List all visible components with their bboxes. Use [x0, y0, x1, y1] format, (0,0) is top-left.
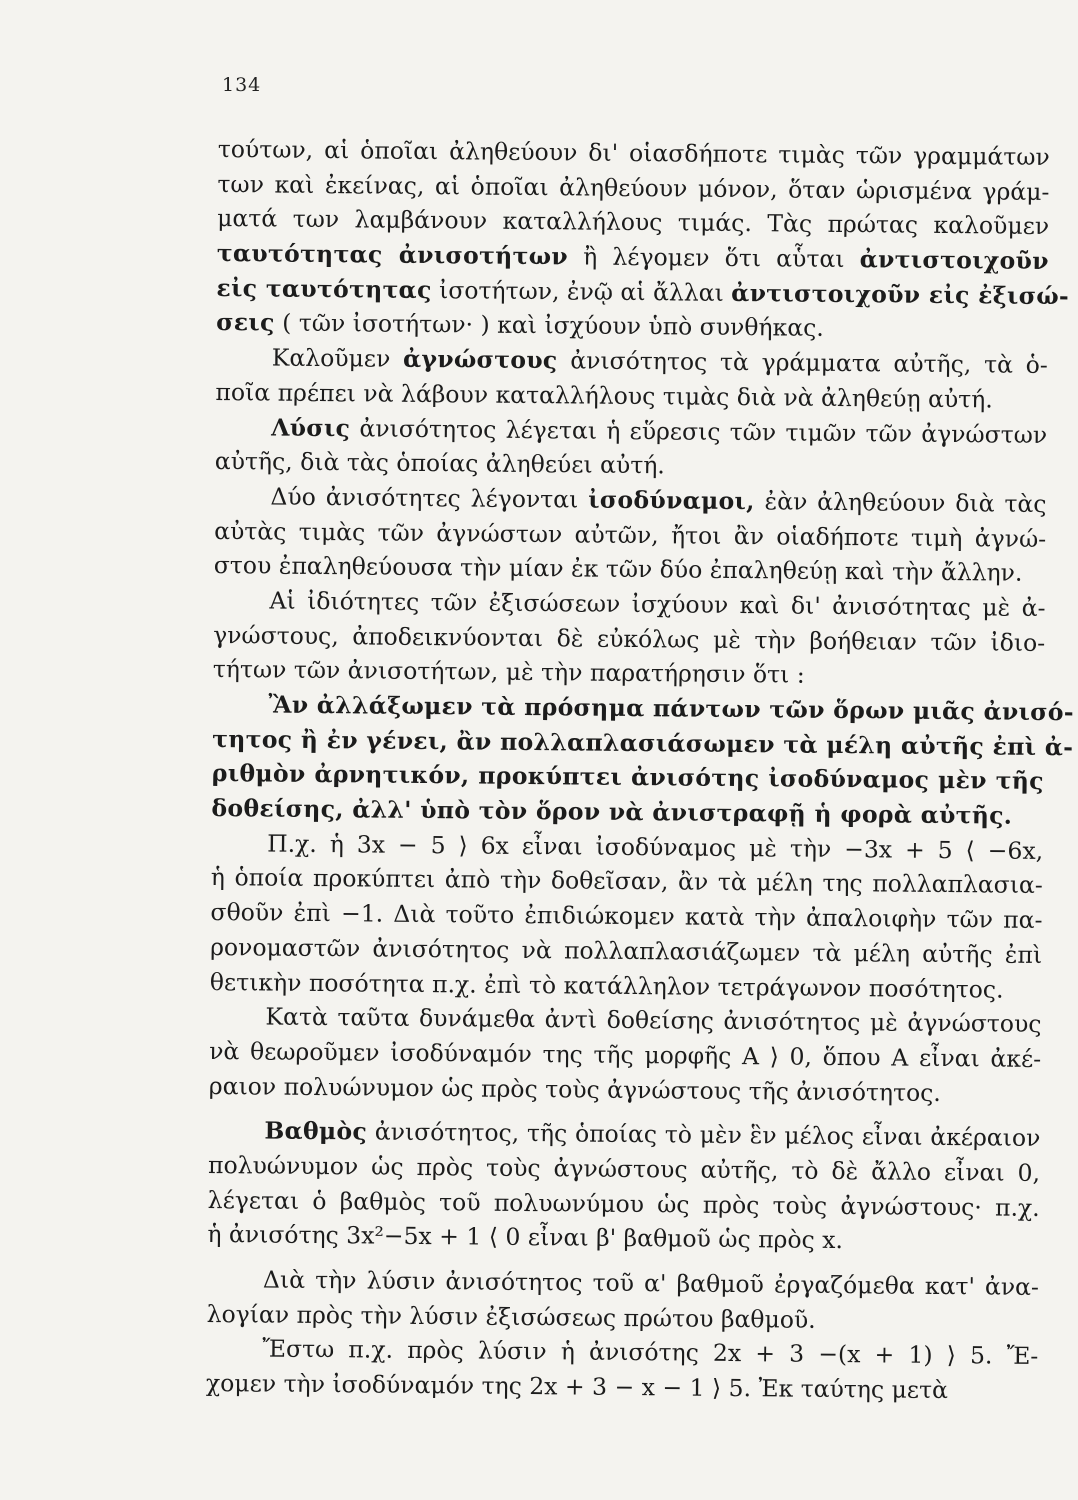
bold-term: δοθείσης, ἀλλ' ὑπὸ τὸν ὅρον νὰ ἀνιστραφῇ ἡ φορὰ αὐτῆς. [211, 794, 1013, 830]
bold-term: ἀντιστοιχοῦν [859, 245, 1049, 276]
text-line [206, 1366, 1038, 1409]
text-run: θετικὴν ποσότητα π.χ. ἐπὶ τὸ κατάλληλον τετράγωνον ποσότητος. [209, 967, 1004, 1004]
text-run: ἰσοτήτων, ἐνῷ αἱ ἄλλαι [431, 275, 732, 307]
text-run: λέγεται ὁ βαθμὸς τοῦ πολυωνύμου ὡς πρὸς τοὺς ἀγνώστους· π.χ. [207, 1185, 1040, 1222]
text-body [205, 132, 1074, 1409]
text-run: τούτων, αἱ ὁποῖαι ἀληθεύουν δι' οἱασδήποτε τιμὰς τῶν γραμμάτων [217, 134, 1050, 171]
bold-term: ἰσοδύναμοι, [588, 485, 755, 516]
text-run: ρονομαστῶν ἀνισότητος νὰ πολλαπλασιάζωμεν τὰ μέλη αὐτῆς ἐπὶ [210, 932, 1043, 969]
text-run: στου ἐπαληθεύουσα τὴν μίαν ἐκ τῶν δύο ἐπαληθεύῃ καὶ τὴν ἄλλην. [213, 551, 1023, 587]
bold-term: ταυτότητας ἀνισοτήτων [216, 239, 569, 271]
text-run: ἡ ἀνισότης 3x²−5x + 1 ⟨ 0 εἶναι β' βαθμοῦ ὡς πρὸς x. [207, 1220, 844, 1255]
text-run: ἀνισότητος, τῆς ὁποίας τὸ μὲν ἓν μέλος εἶναι ἀκέραιον [366, 1117, 1041, 1153]
text-run: σθοῦν ἐπὶ −1. Διὰ τοῦτο ἐπιδιώκομεν κατὰ τὴν ἀπαλοιφὴν τῶν πα- [210, 898, 1043, 935]
text-run: Διὰ τὴν λύσιν ἀνισότητος τοῦ α' βαθμοῦ ἐργαζόμεθα κατ' ἀνα- [262, 1265, 1040, 1301]
text-run: νὰ θεωροῦμεν ἰσοδύναμόν της τῆς μορφῆς Α ⟩ 0, ὅπου Α εἶναι ἀκέ- [209, 1036, 1042, 1073]
bold-term: Ἂν ἀλλάξωμεν τὰ πρόσημα πάντων τῶν ὅρων μιᾶς ἀνισό- [268, 690, 1074, 727]
bold-term: ἀντιστοιχοῦν εἰς ἐξισώ- [731, 278, 1070, 310]
text-run: ἀνισότητος λέγεται ἡ εὕρεσις τῶν τιμῶν τῶν ἀγνώστων [350, 413, 1048, 449]
text-run: ἢ λέγομεν ὅτι αὗται [567, 242, 860, 274]
text-run: χομεν τὴν ἰσοδύναμόν της 2x + 3 − x − 1 ⟩ 5. Ἐκ ταύτης μετὰ [205, 1369, 949, 1405]
bold-term: Λύσις [271, 413, 351, 442]
text-run: Π.χ. ἡ 3x − 5 ⟩ 6x εἶναι ἰσοδύναμος μὲ τὴν −3x + 5 ⟨ −6x, [267, 829, 1044, 865]
page-number: 134 [222, 74, 262, 96]
text-run: γνώστους, ἀποδεικνύονται δὲ εὐκόλως μὲ τὴν βοήθειαν τῶν ἰδιο- [213, 620, 1046, 657]
text-run: Αἱ ἰδιότητες τῶν ἐξισώσεων ἰσχύουν καὶ δι' ἀνισότητας μὲ ἀ- [269, 586, 1046, 622]
text-run: πολυώνυμον ὡς πρὸς τοὺς ἀγνώστους αὐτῆς, τὸ δὲ ἄλλο εἶναι 0, [207, 1150, 1041, 1187]
bold-term: Βαθμὸς [264, 1116, 368, 1146]
text-run: ματά των λαμβάνουν καταλλήλους τιμάς. Τὰς πρώτας καλοῦμεν [217, 204, 1050, 241]
text-run: ἀνισότητος τὰ γράμματα αὐτῆς, τὰ ὁ- [557, 346, 1048, 380]
text-run: ραιον πολυώνυμον ὡς πρὸς τοὺς ἀγνώστους τῆς ἀνισότητος. [208, 1071, 941, 1107]
bold-term: σεις [216, 308, 275, 337]
text-run: των καὶ ἐκείνας, αἱ ὁποῖαι ἀληθεύουν μόνον, ὅταν ὡρισμένα γράμ- [217, 169, 1050, 206]
text-run: Καλοῦμεν [271, 343, 404, 373]
text-run: ἡ ὁποία προκύπτει ἀπὸ τὴν δοθεῖσαν, ἂν τὰ μέλη της πολλαπλασια- [210, 863, 1043, 900]
bold-term: ριθμὸν ἀρνητικόν, προκύπτει ἀνισότης ἰσοδύναμος μὲν τῆς [211, 759, 1044, 796]
text-run: ἐὰν ἀληθεύουν διὰ τὰς [754, 487, 1047, 518]
bold-term: εἰς ταυτότητας [216, 273, 432, 304]
bold-term: τητος ἢ ἐν γένει, ἂν πολλαπλασιάσωμεν τὰ μέλη αὐτῆς ἐπὶ ἀ- [212, 724, 1074, 761]
text-run: Ἔστω π.χ. πρὸς λύσιν ἡ ἀνισότης 2x + 3 −(x + 1) ⟩ 5. Ἔ- [262, 1334, 1039, 1371]
text-run: Κατὰ ταῦτα δυνάμεθα ἀντὶ δοθείσης ἀνισότητος μὲ ἀγνώστους [265, 1002, 1042, 1039]
text-run: αὐτὰς τιμὰς τῶν ἀγνώστων αὐτῶν, ἤτοι ἂν οἱαδήποτε τιμὴ ἀγνώ- [214, 516, 1047, 553]
text-run: αὐτῆς, διὰ τὰς ὁποίας ἀληθεύει αὐτή. [214, 447, 665, 480]
text-run: λογίαν πρὸς τὴν λύσιν ἐξισώσεως πρώτου βαθμοῦ. [206, 1299, 816, 1334]
text-run: ποῖα πρέπει νὰ λάβουν καταλλήλους τιμὰς διὰ νὰ ἀληθεύῃ αὐτή. [215, 377, 993, 414]
bold-term: ἀγνώστους [402, 344, 558, 375]
text-run: τήτων τῶν ἀνισοτήτων, μὲ τὴν παρατήρησιν ὅτι : [212, 655, 805, 689]
text-run: Δύο ἀνισότητες λέγονται [270, 482, 589, 514]
text-run: ( τῶν ἰσοτήτων· ) καὶ ἰσχύουν ὑπὸ συνθήκας. [274, 308, 824, 343]
